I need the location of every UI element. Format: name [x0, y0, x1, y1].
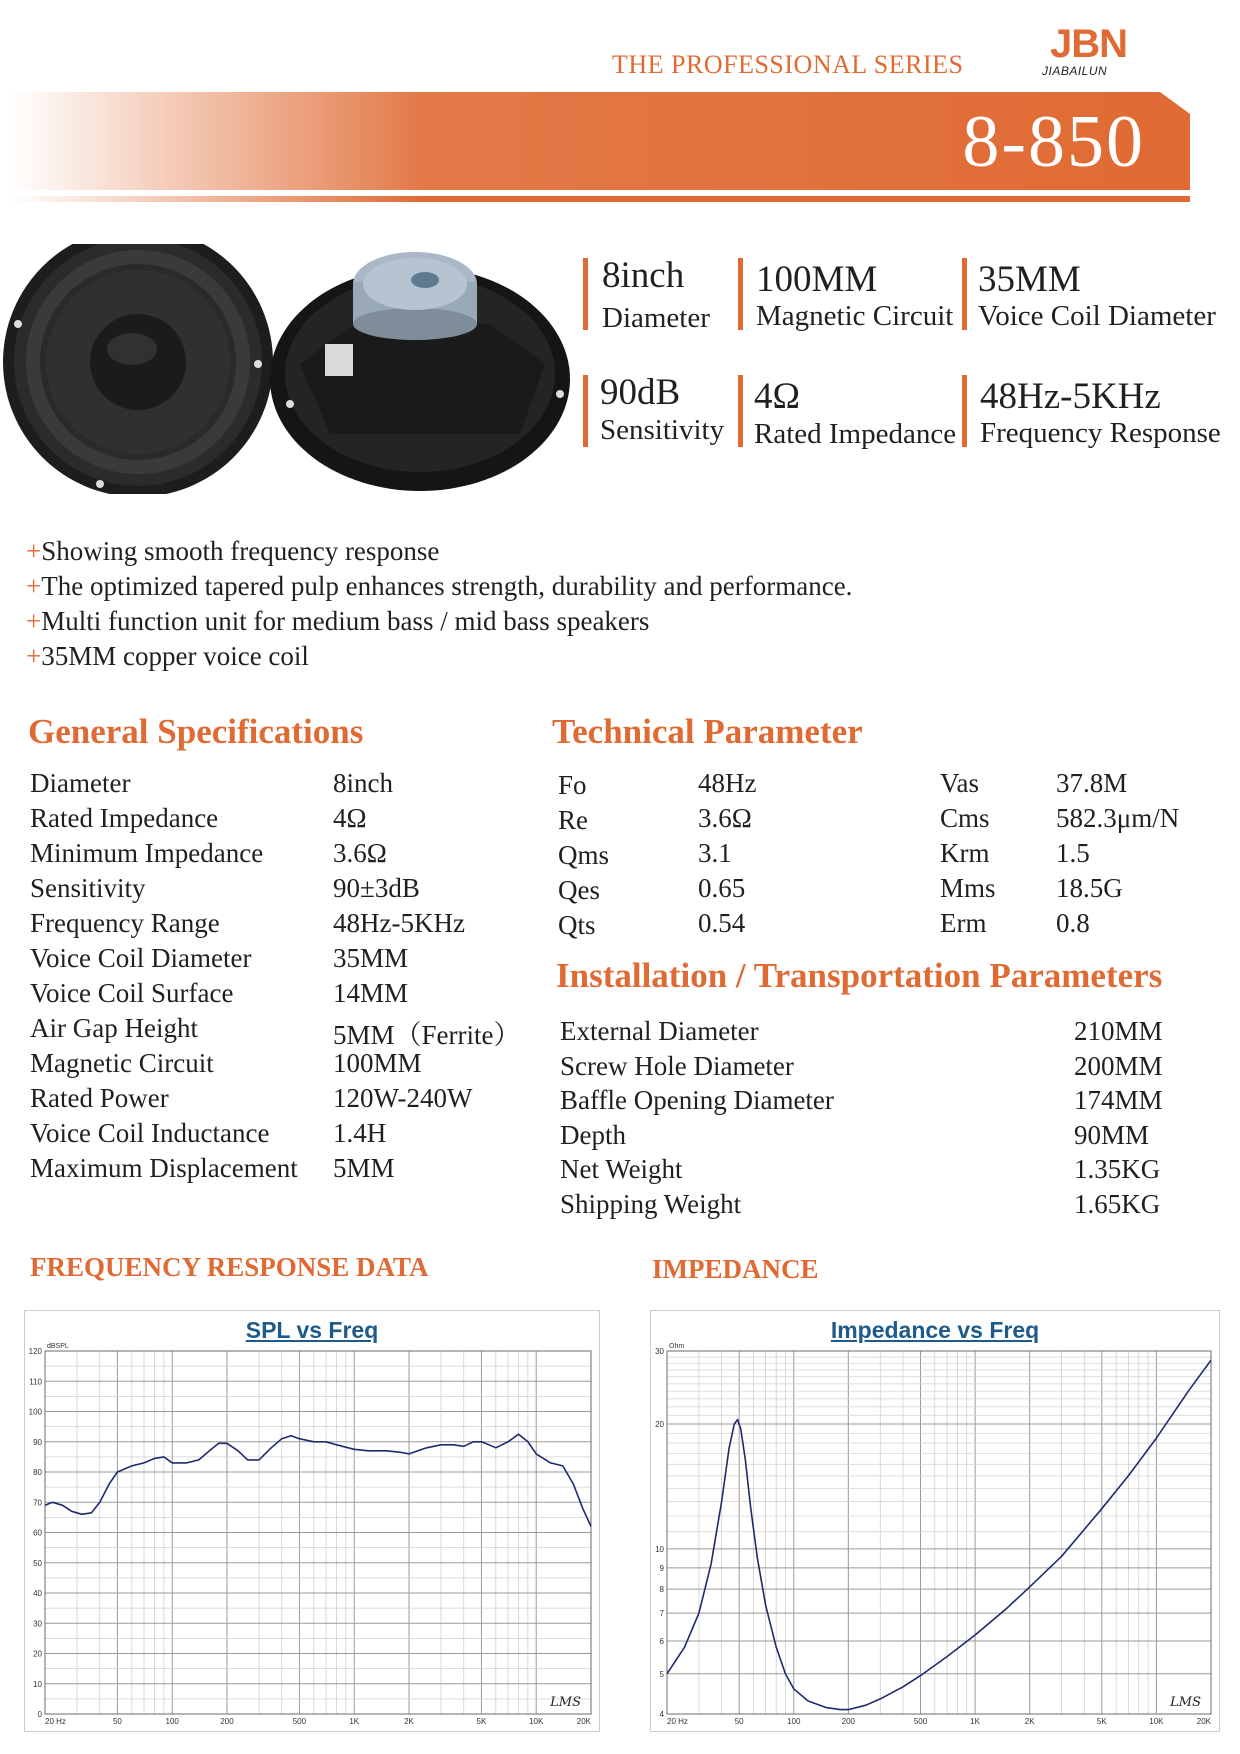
y-tick-label: 100: [28, 1407, 42, 1417]
feature-item: +Showing smooth frequency response: [26, 536, 440, 566]
key-spec-bar: [738, 375, 743, 447]
tech-param-label: Cms: [940, 803, 990, 833]
x-tick-label: 20K: [1196, 1717, 1211, 1726]
key-spec-voice-coil-value: 35MM: [978, 259, 1081, 300]
install-param-value: 174MM: [1074, 1085, 1163, 1115]
install-param-label: Net Weight: [560, 1154, 683, 1184]
install-param-label: Depth: [560, 1119, 626, 1150]
y-tick-label: 40: [33, 1589, 42, 1598]
brand-subtitle: JIABAILUN: [1042, 64, 1108, 78]
x-tick-label: 2K: [1024, 1717, 1035, 1726]
x-tick-label: 2K: [404, 1717, 414, 1726]
x-tick-label: 200: [841, 1717, 856, 1726]
spl-chart: [24, 1310, 600, 1732]
install-param-value: 210MM: [1074, 1016, 1163, 1046]
tech-param-label: Vas: [940, 768, 979, 798]
tech-param-value: 1.5: [1056, 838, 1090, 868]
x-tick-label: 50: [734, 1717, 744, 1726]
tech-param-value: 0.54: [698, 908, 746, 938]
y-axis-label: Ohm: [669, 1343, 685, 1350]
header-underline: [10, 196, 1190, 202]
y-tick-label: 10: [33, 1679, 42, 1689]
tech-param-value: 3.6Ω: [698, 803, 752, 833]
x-tick-label: 20K: [576, 1717, 591, 1726]
impedance-chart-title: Impedance vs Freq: [830, 1317, 1040, 1343]
tech-param-value: 3.1: [698, 838, 732, 868]
general-spec-value: 48Hz-5KHz: [333, 908, 465, 938]
feature-item: +The optimized tapered pulp enhances strength, durability and performance.: [26, 571, 853, 601]
x-tick-label: 5K: [476, 1717, 487, 1726]
tech-param-label: Fo: [558, 770, 587, 800]
key-spec-impedance-value: 4Ω: [754, 376, 800, 417]
brand-logo: [1040, 22, 1150, 82]
lms-watermark: LMS: [1170, 1695, 1201, 1710]
key-spec-sensitivity-value: 90dB: [600, 372, 681, 413]
general-spec-value: 8inch: [333, 768, 393, 798]
impedance-chart: [650, 1310, 1220, 1732]
install-param-label: Baffle Opening Diameter: [560, 1085, 834, 1115]
y-tick-label: 90: [33, 1437, 42, 1447]
tech-param-value: 0.8: [1056, 908, 1090, 938]
tech-param-label: Qes: [558, 875, 600, 905]
impedance-chart-plot: [651, 1311, 1219, 1731]
y-tick-label: 120: [28, 1347, 42, 1356]
general-spec-value: 35MM: [333, 943, 409, 973]
x-tick-label: 100: [787, 1717, 801, 1726]
install-param-value: 1.35KG: [1074, 1154, 1161, 1184]
y-tick-label: 30: [655, 1347, 664, 1356]
tech-param-label: Erm: [940, 908, 987, 938]
key-spec-frequency-value: 48Hz-5KHz: [980, 376, 1161, 417]
x-tick-label: 1K: [349, 1717, 360, 1726]
series-line: [667, 1360, 1211, 1709]
feature-item: +Multi function unit for medium bass / mid bass speakers: [26, 606, 650, 636]
tech-param-label: Qms: [558, 840, 610, 870]
general-spec-label: Minimum Impedance: [30, 838, 264, 868]
key-spec-magnetic-label: Magnetic Circuit: [756, 300, 954, 332]
brand-name: JBN: [1050, 22, 1128, 66]
installation-title: Installation / Transportation Parameters: [556, 956, 1163, 995]
general-spec-label: Magnetic Circuit: [30, 1048, 214, 1078]
y-tick-label: 10: [655, 1544, 664, 1554]
tech-param-value: 582.3μm/N: [1056, 803, 1180, 833]
general-spec-value: 90±3dB: [333, 873, 420, 903]
key-spec-bar: [738, 258, 743, 330]
y-tick-label: 7: [659, 1609, 664, 1619]
tech-param-value: 18.5G: [1056, 873, 1123, 903]
general-spec-value: 14MM: [333, 978, 409, 1008]
tech-param-label: Re: [558, 805, 588, 835]
x-tick-label: 5K: [1096, 1717, 1107, 1726]
general-spec-value: 1.4H: [333, 1118, 387, 1148]
general-spec-value: 120W-240W: [333, 1083, 473, 1113]
y-tick-label: 8: [659, 1585, 664, 1595]
general-spec-label: Voice Coil Diameter: [30, 943, 252, 973]
x-tick-label: 200: [220, 1717, 234, 1726]
install-param-label: Shipping Weight: [560, 1188, 742, 1219]
y-tick-label: 6: [659, 1636, 664, 1646]
tech-param-label: Krm: [940, 838, 990, 868]
y-tick-label: 50: [33, 1558, 42, 1568]
general-specs-title: General Specifications: [28, 712, 364, 751]
general-spec-label: Diameter: [30, 768, 131, 798]
x-tick-label: 50: [112, 1717, 122, 1726]
general-spec-label: Rated Impedance: [30, 803, 219, 833]
series-line: [45, 1434, 591, 1526]
key-spec-bar: [962, 375, 967, 447]
key-spec-impedance-label: Rated Impedance: [754, 418, 957, 450]
install-param-value: 1.65KG: [1074, 1188, 1161, 1219]
x-tick-label: 10K: [529, 1717, 544, 1726]
speaker-front-image: [3, 244, 273, 494]
general-spec-value: 5MM（Ferrite）: [333, 1020, 521, 1050]
tech-param-value: 37.8M: [1056, 768, 1128, 798]
general-spec-label: Air Gap Height: [30, 1013, 198, 1043]
y-tick-label: 30: [33, 1619, 42, 1629]
x-tick-label: 1K: [970, 1717, 980, 1726]
general-spec-value: 3.6Ω: [333, 838, 387, 868]
y-tick-label: 20: [33, 1649, 42, 1659]
y-tick-label: 4: [659, 1710, 664, 1719]
y-tick-label: 0: [37, 1710, 42, 1719]
install-param-label: Screw Hole Diameter: [560, 1050, 794, 1081]
y-tick-label: 5: [659, 1669, 664, 1679]
product-photos: [0, 244, 590, 494]
spl-chart-plot: [25, 1311, 599, 1731]
y-tick-label: 80: [33, 1468, 42, 1477]
general-spec-value: 100MM: [333, 1048, 422, 1078]
tech-param-value: 0.65: [698, 873, 746, 903]
key-spec-frequency-label: Frequency Response: [980, 417, 1221, 449]
frequency-response-title: FREQUENCY RESPONSE DATA: [30, 1252, 429, 1282]
general-spec-value: 5MM: [333, 1153, 395, 1183]
y-axis-label: dBSPL: [47, 1343, 69, 1350]
install-param-label: External Diameter: [560, 1016, 759, 1046]
impedance-title: IMPEDANCE: [652, 1254, 819, 1284]
tech-param-label: Mms: [940, 873, 996, 903]
x-tick-label: 20 Hz: [45, 1717, 66, 1726]
spl-chart-title: SPL vs Freq: [245, 1317, 379, 1343]
technical-title: Technical Parameter: [552, 712, 863, 751]
x-tick-label: 100: [165, 1717, 179, 1726]
x-tick-label: 20 Hz: [667, 1717, 688, 1726]
key-spec-bar: [583, 258, 588, 330]
install-param-value: 90MM: [1074, 1119, 1150, 1150]
install-param-value: 200MM: [1074, 1050, 1163, 1081]
general-spec-label: Maximum Displacement: [30, 1153, 298, 1183]
key-spec-sensitivity-label: Sensitivity: [600, 414, 725, 446]
y-tick-label: 9: [659, 1563, 664, 1573]
speaker-back-image: [270, 252, 570, 491]
general-spec-value: 4Ω: [333, 803, 367, 833]
y-tick-label: 110: [29, 1377, 42, 1387]
feature-list: [26, 534, 852, 674]
tech-param-label: Qts: [558, 910, 596, 940]
tech-param-value: 48Hz: [698, 768, 757, 798]
general-spec-label: Voice Coil Inductance: [30, 1118, 270, 1148]
general-spec-label: Sensitivity: [30, 873, 146, 903]
x-tick-label: 500: [292, 1717, 307, 1726]
feature-item: +35MM copper voice coil: [26, 641, 309, 671]
lms-watermark: LMS: [550, 1695, 581, 1710]
key-spec-bar: [962, 258, 967, 330]
x-tick-label: 500: [913, 1717, 928, 1726]
y-tick-label: 60: [33, 1528, 42, 1538]
model-number: 8-850: [962, 101, 1145, 183]
general-spec-label: Frequency Range: [30, 908, 220, 938]
key-spec-bar: [583, 375, 588, 447]
key-spec-magnetic-value: 100MM: [756, 259, 878, 300]
series-title: THE PROFESSIONAL SERIES: [612, 50, 964, 79]
key-spec-voice-coil-label: Voice Coil Diameter: [978, 300, 1216, 332]
y-tick-label: 20: [655, 1420, 664, 1430]
plot-frame: [667, 1351, 1211, 1714]
key-spec-diameter-value: 8inch: [602, 255, 685, 296]
y-tick-label: 70: [33, 1498, 42, 1508]
general-spec-label: Voice Coil Surface: [30, 978, 234, 1008]
general-spec-label: Rated Power: [30, 1083, 169, 1113]
x-tick-label: 10K: [1149, 1717, 1164, 1726]
key-spec-diameter-label: Diameter: [602, 302, 710, 334]
